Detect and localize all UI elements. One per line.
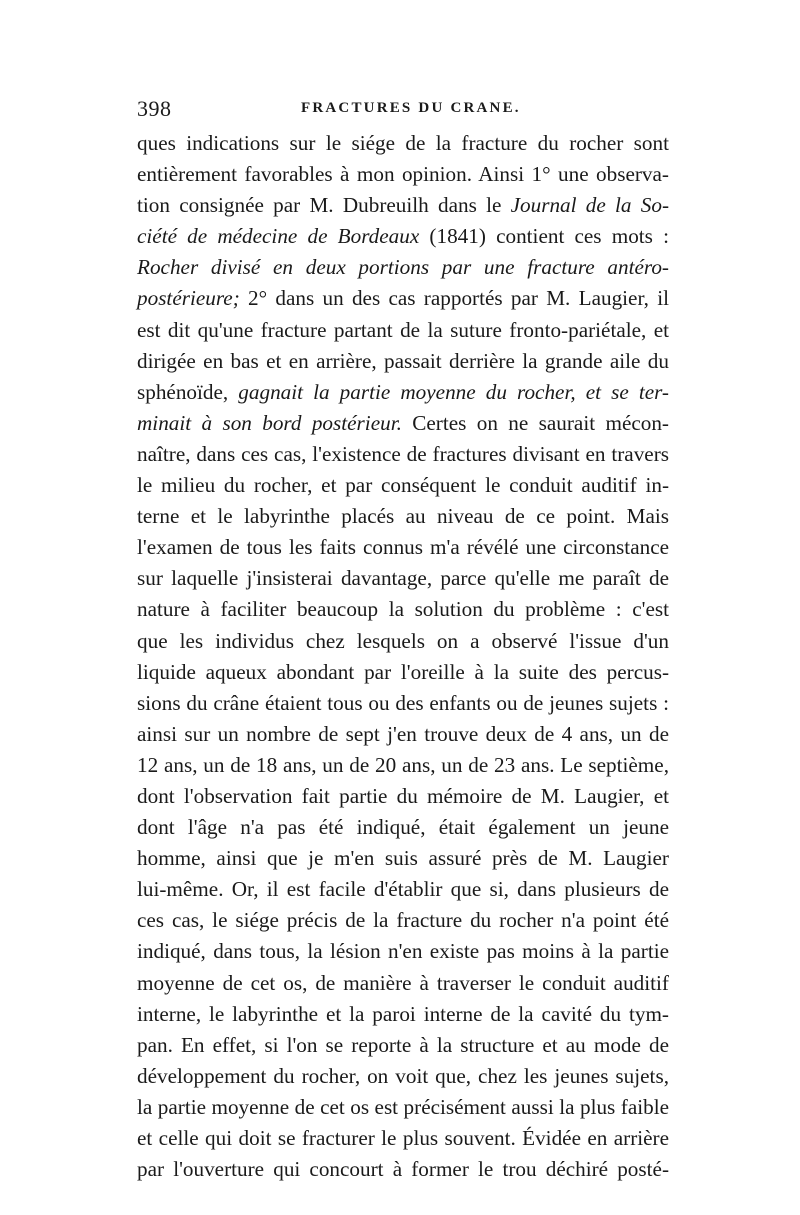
text-line [137,439,669,470]
text-line [137,812,669,843]
text-segment: lui-même. Or, il est facile d'établir que si, dans plusieurs de [137,877,669,902]
text-line [137,1154,669,1185]
text-segment: indiqué, dans tous, la lésion n'en existe pas moins à la partie [137,939,669,964]
text-line [137,190,669,221]
italic-text: gagnait la partie moyenne du rocher, et se ter- [238,379,669,404]
text-line [137,501,669,532]
italic-text: minait à son bord postérieur. [137,410,402,435]
text-segment: ainsi sur un nombre de sept j'en trouve deux de 4 ans, un de [137,721,669,746]
text-segment: terne et le labyrinthe placés au niveau de ce point. Mais [137,504,669,529]
text-line [137,657,669,688]
text-line [137,532,669,563]
text-line [137,252,669,283]
text-segment: l'examen de tous les faits connus m'a révélé une circonstance [137,535,669,560]
text-line [137,408,669,439]
text-segment: le milieu du rocher, et par conséquent le conduit auditif in- [137,473,669,498]
text-segment: sur laquelle j'insisterai davantage, parce qu'elle me paraît de [137,566,669,591]
text-segment: nature à faciliter beaucoup la solution du problème : c'est [137,597,669,622]
text-line [137,719,669,750]
text-line [137,563,669,594]
text-segment: 12 ans, un de 18 ans, un de 20 ans, un de 23 ans. Le septième, [137,752,669,777]
text-segment: homme, ainsi que je m'en suis assuré près de M. Laugier [137,846,669,871]
text-line [137,346,669,377]
text-line [137,874,669,905]
text-segment: naître, dans ces cas, l'existence de fractures divisant en travers [137,441,669,466]
italic-text: ciété de médecine de Bordeaux [137,224,420,249]
page-header [137,96,669,126]
text-segment: et celle qui doit se fracturer le plus souvent. Évidée en arrière [137,1126,669,1150]
text-segment: la partie moyenne de cet os est précisément aussi la plus faible [137,1094,669,1119]
italic-text: Journal de la So- [510,193,669,218]
text-segment: est dit qu'une fracture partant de la suture fronto-pariétale, et [137,317,669,342]
text-segment: 2° dans un des cas rapportés par M. Laugier, il [239,286,669,311]
text-segment: interne, le labyrinthe et la paroi interne de la cavité du tym- [137,1001,669,1026]
text-line [137,750,669,781]
text-line [137,315,669,346]
text-line [137,470,669,501]
text-segment: ces cas, le siége précis de la fracture du rocher n'a point été [137,908,669,933]
text-line [137,968,669,999]
text-line [137,1092,669,1123]
text-segment: développement du rocher, on voit que, chez les jeunes sujets, [137,1063,669,1088]
text-segment: tion consignée par M. Dubreuilh dans le [137,193,511,218]
text-segment: ques indications sur le siége de la fracture du rocher sont [137,131,669,155]
text-segment: que les individus chez lesquels on a observé l'issue d'un [137,628,669,653]
text-segment: dont l'âge n'a pas été indiqué, était également un jeune [137,815,669,840]
text-line [137,377,669,408]
italic-text: Rocher divisé en deux portions par une fracture antéro- [137,255,669,280]
italic-text: postérieure; [137,286,240,311]
text-segment: par l'ouverture qui concourt à former le trou déchiré posté- [137,1157,669,1182]
body-text [137,128,669,1185]
text-line [137,688,669,719]
text-line [137,999,669,1030]
text-line [137,594,669,625]
text-line [137,283,669,314]
text-segment: moyenne de cet os, de manière à traverser le conduit auditif [137,970,669,995]
text-segment: Certes on ne saurait mécon- [401,410,669,435]
text-segment: dirigée en bas et en arrière, passait derrière la grande aile du [137,348,669,373]
text-segment: sphénoïde, [137,379,239,404]
text-segment: liquide aqueux abondant par l'oreille à la suite des percus- [137,659,669,684]
text-segment: dont l'observation fait partie du mémoire de M. Laugier, et [137,783,669,808]
text-line [137,159,669,190]
running-title: FRACTURES DU CRANE. [301,100,521,116]
text-line [137,1030,669,1061]
text-line [137,1061,669,1092]
text-line [137,626,669,657]
text-line [137,128,669,159]
text-line [137,905,669,936]
text-segment: sions du crâne étaient tous ou des enfants ou de jeunes sujets : [137,690,669,715]
text-segment: (1841) contient ces mots : [419,224,669,249]
text-line [137,1123,669,1154]
text-segment: entièrement favorables à mon opinion. Ainsi 1° une observa- [137,162,669,187]
text-line [137,221,669,252]
text-segment: pan. En effet, si l'on se reporte à la structure et au mode de [137,1032,669,1057]
text-line [137,843,669,874]
text-line [137,936,669,967]
text-line [137,781,669,812]
page-number: 398 [137,96,172,121]
